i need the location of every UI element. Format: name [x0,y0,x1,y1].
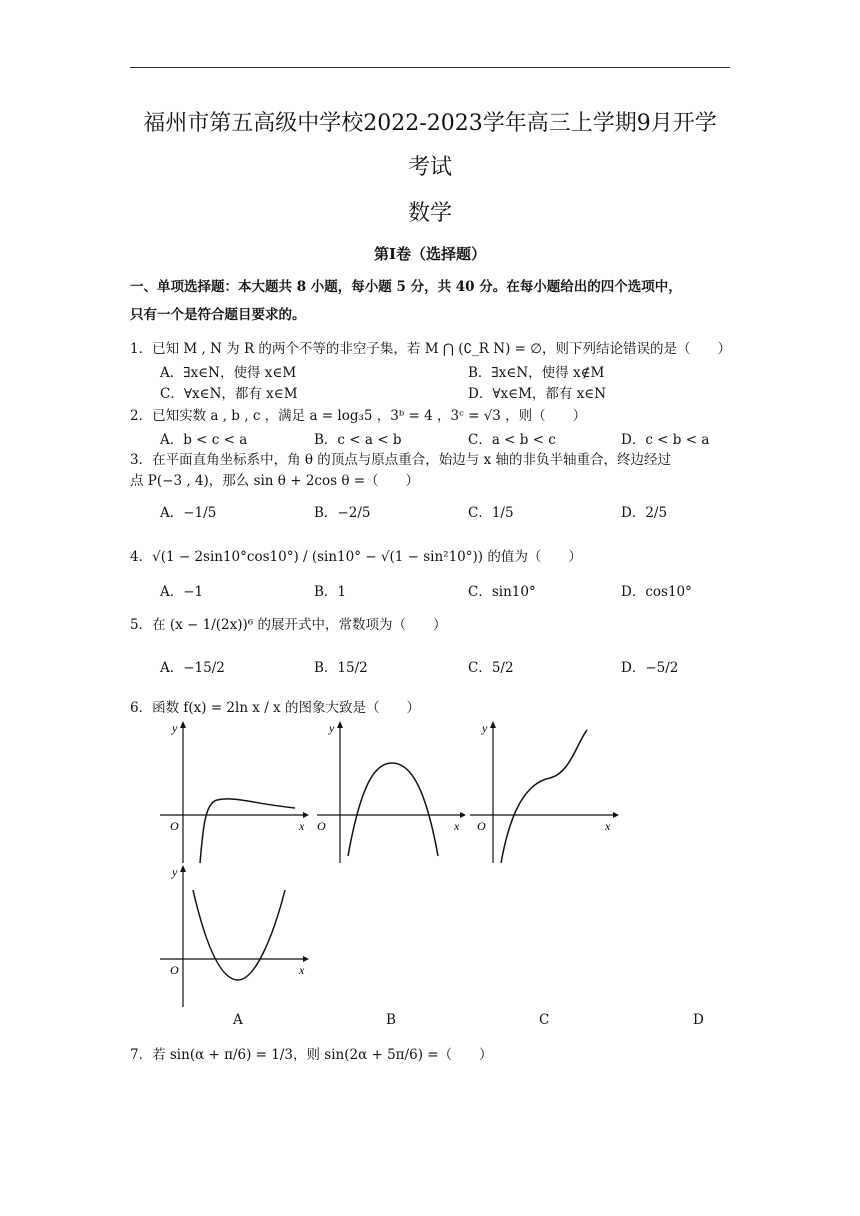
question-1-stem: 1．已知 M , N 为 R 的两个不等的非空子集，若 M ⋂ (∁_R N) = ∅，则下列结论错误的是（ ） [130,341,731,357]
question-5-stem: 5．在 (x − 1/(2x))⁶ 的展开式中，常数项为（ ） [130,617,447,633]
q5-option-b: B．15/2 [314,660,368,676]
graph-label-b: B [386,1012,396,1028]
q2-option-a: A．b < c < a [160,432,248,448]
svg-text:O: O [170,819,179,833]
graph-b [312,718,472,868]
q3-option-b: B．−2/5 [314,505,371,521]
q1-option-d: D．∀x∈M，都有 x∈N [468,386,607,402]
q5-option-a: A．−15/2 [160,660,225,676]
graph-label-a: A [233,1012,243,1028]
svg-text:O: O [170,963,179,977]
q2-option-b: B．c < a < b [314,432,402,448]
question-7-stem: 7．若 sin(α + π/6) = 1/3，则 sin(2α + 5π/6) =（ ） [130,1047,493,1063]
exam-title-line2: 考试 [407,155,452,180]
q5-option-c: C．5/2 [468,660,514,676]
svg-text:y: y [482,721,488,735]
q4-option-b: B．1 [314,584,347,600]
q1-option-a: A．∃x∈N，使得 x∈M [160,365,297,381]
graph-d [155,862,315,1012]
svg-text:O: O [317,819,326,833]
section-title: 第Ⅰ卷（选择题） [373,245,487,263]
question-2-stem: 2．已知实数 a , b , c ，满足 a = log₃5 ，3ᵇ = 4 ，3ᶜ = √3 ，则（ ） [130,408,587,424]
graph-a [155,718,315,868]
q2-option-c: C．a < b < c [468,432,556,448]
subject-title: 数学 [407,201,452,226]
svg-text:y: y [172,721,178,735]
svg-text:O: O [477,819,486,833]
q4-option-d: D．cos10° [621,584,692,600]
q1-option-c: C．∀x∈N，都有 x∈M [160,386,298,402]
question-6-stem: 6．函数 f(x) = 2ln x / x 的图象大致是（ ） [130,700,420,716]
instructions-line2: 只有一个是符合题目要求的。 [130,307,306,323]
svg-text:x: x [605,819,611,833]
svg-text:x: x [454,819,460,833]
instructions-line1: 一、单项选择题：本大题共 8 小题，每小题 5 分，共 40 分。在每小题给出的四个选项中， [130,279,682,295]
question-3-stem-line1: 3．在平面直角坐标系中，角 θ 的顶点与原点重合，始边与 x 轴的非负半轴重合，终边经过 [130,452,671,468]
question-4-stem: 4．√(1 − 2sin10°cos10°) / (sin10° − √(1 − sin²10°)) 的值为（ ） [130,549,582,565]
svg-text:y: y [329,721,335,735]
svg-text:x: x [299,819,305,833]
graph-label-d: D [693,1012,704,1028]
question-3-stem-line2: 点 P(−3 , 4)，那么 sin θ + 2cos θ =（ ） [130,473,420,489]
q2-option-d: D．c < b < a [621,432,710,448]
header-rule [130,67,730,68]
q3-option-d: D．2/5 [621,505,668,521]
q5-option-d: D．−5/2 [621,660,679,676]
svg-text:x: x [299,963,305,977]
q4-option-c: C．sin10° [468,584,536,600]
q3-option-c: C．1/5 [468,505,514,521]
q3-option-a: A．−1/5 [160,505,217,521]
svg-text:y: y [172,865,178,879]
graph-label-c: C [539,1012,550,1028]
q4-option-a: A．−1 [160,584,204,600]
graph-c [465,718,625,868]
q1-option-b: B．∃x∈N，使得 x∉M [468,365,605,381]
exam-title-line1: 福州市第五高级中学校2022-2023学年高三上学期9月开学 [143,111,717,136]
